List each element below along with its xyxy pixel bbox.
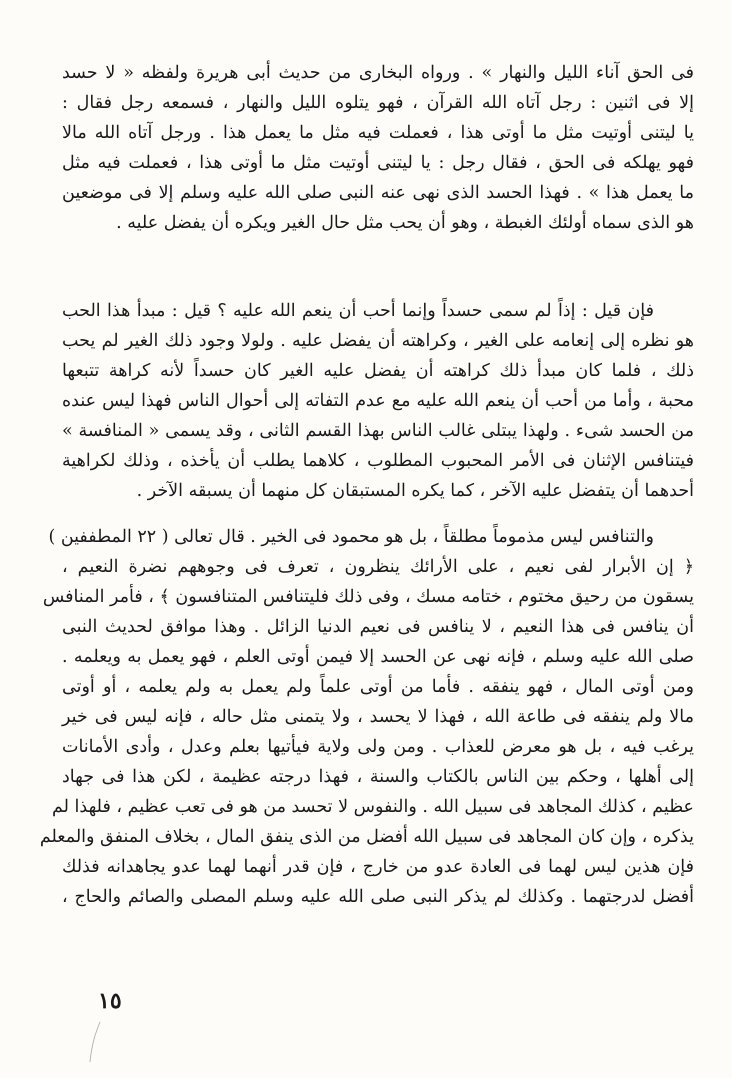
text-line: فيتنافس الإثنان فى الأمر المحبوب المطلوب ، كلاهما يطلب أن يأخذه ، وذلك لكراهية bbox=[62, 451, 694, 471]
text-line: أفضل لدرجتهما . وكذلك لم يذكر النبى صلى الله عليه وسلم المصلى والصائم والحاج ، bbox=[62, 887, 694, 907]
text-line: يا ليتنى أوتيت مثل ما أوتى هذا ، فعملت فيه مثل ما يعمل هذا . ورجل آتاه الله مالا bbox=[62, 123, 694, 143]
text-line: من الحسد شىء . ولهذا يبتلى غالب الناس بهذا القسم الثانى ، وقد يسمى « المنافسة » bbox=[62, 421, 694, 441]
text-line: ومن أوتى المال ، فهو ينفقه . فأما من أوتى علماً ولم يعمل به ولم يعلمه ، أو أوتى bbox=[62, 677, 694, 697]
text-line: عظيم ، كذلك المجاهد فى سبيل الله . والنفوس لا تحسد من هو فى تعب عظيم ، فلهذا لم bbox=[52, 797, 694, 817]
text-line: فهو يهلكه فى الحق ، فقال رجل : يا ليتنى أوتيت مثل ما أوتى هذا ، فعملت فيه مثل bbox=[62, 153, 694, 173]
text-line: أن ينافس فى هذا النعيم ، لا ينافس فى نعيم الدنيا الزائل . وهذا موافق لحديث النبى bbox=[62, 617, 694, 637]
text-line: يرغب فيه ، بل هو معرض للعذاب . ومن ولى ولاية فيأتيها بعلم وعدل ، وأدى الأمانات bbox=[62, 737, 694, 757]
text-line: يذكره ، وإن كان المجاهد فى سبيل الله أفضل من الذى ينفق المال ، بخلاف المنفق والمعلم bbox=[39, 827, 694, 847]
margin-pencil-mark-icon bbox=[84, 1020, 108, 1064]
text-line: ﴿ إن الأبرار لفى نعيم ، على الأرائك ينظرون ، تعرف فى وجوههم نضرة النعيم ، bbox=[62, 557, 694, 577]
paragraph-3 bbox=[39, 522, 694, 912]
text-line: مالا ولم ينفقه فى طاعة الله ، فهذا لا يحسد ، ولا يتمنى مثل حاله ، فإنه ليس فى خير bbox=[62, 707, 694, 727]
text-line: محبة ، وأما من أحب أن ينعم الله عليه مع عدم التفاته إلى أحوال الناس فهذا ليس عنده bbox=[62, 391, 694, 411]
text-line: فى الحق آناء الليل والنهار » . ورواه البخارى من حديث أبى هريرة ولفظه « لا حسد bbox=[62, 63, 694, 83]
text-line: إلى أهلها ، وحكم بين الناس بالكتاب والسنة ، فهذا درجته عظيمة ، لكن هذا فى جهاد bbox=[62, 767, 694, 787]
text-line: صلى الله عليه وسلم ، فإنه نهى عن الحسد إلا فيمن أوتى العلم ، فهو يعمل به ويعلمه . bbox=[62, 647, 694, 667]
paragraph-1 bbox=[62, 58, 694, 238]
text-line: والتنافس ليس مذموماً مطلقاً ، بل هو محمود فى الخير . قال تعالى ( ٢٢ المطففين ) bbox=[48, 527, 654, 547]
text-line: ذلك ، فلما كان مبدأ ذلك كراهته أن يفضل عليه الغير كان حسداً لأنه كراهة تتبعها bbox=[62, 361, 694, 381]
text-line: فإن قيل : إذاً لم سمى حسداً وإنما أحب أن ينعم الله عليه ؟ قيل : مبدأ هذا الحب bbox=[62, 301, 654, 321]
text-line: ما يعمل هذا » . فهذا الحسد الذى نهى عنه النبى صلى الله عليه وسلم إلا فى موضعين bbox=[62, 183, 694, 203]
text-line: هو نظره إلى إنعامه على الغير ، وكراهته أن يفضل عليه . ولولا وجود ذلك الغير لم يحب bbox=[62, 331, 694, 351]
text-line: أحدهما أن يتفضل عليه الآخر ، كما يكره المستبقان كل منهما أن يسبقه الآخر . bbox=[136, 481, 694, 501]
text-line: هو الذى سماه أولئك الغبطة ، وهو أن يحب مثل حال الغير ويكره أن يفضل عليه . bbox=[116, 213, 694, 233]
text-line: يسقون من رحيق مختوم ، ختامه مسك ، وفى ذلك فليتنافس المتنافسون ﴾ ، فأمر المنافس bbox=[42, 587, 694, 607]
text-line: إلا فى اثنين : رجل آتاه الله القرآن ، فهو يتلوه الليل والنهار ، فسمعه رجل فقال : bbox=[62, 93, 694, 113]
paragraph-2 bbox=[62, 296, 694, 506]
page-number: ١٥ bbox=[98, 988, 122, 1014]
text-line: فإن هذين ليس لهما فى العادة عدو من خارج ، فإن قدر أنهما لهما عدو يجاهدانه فذلك bbox=[62, 857, 694, 877]
